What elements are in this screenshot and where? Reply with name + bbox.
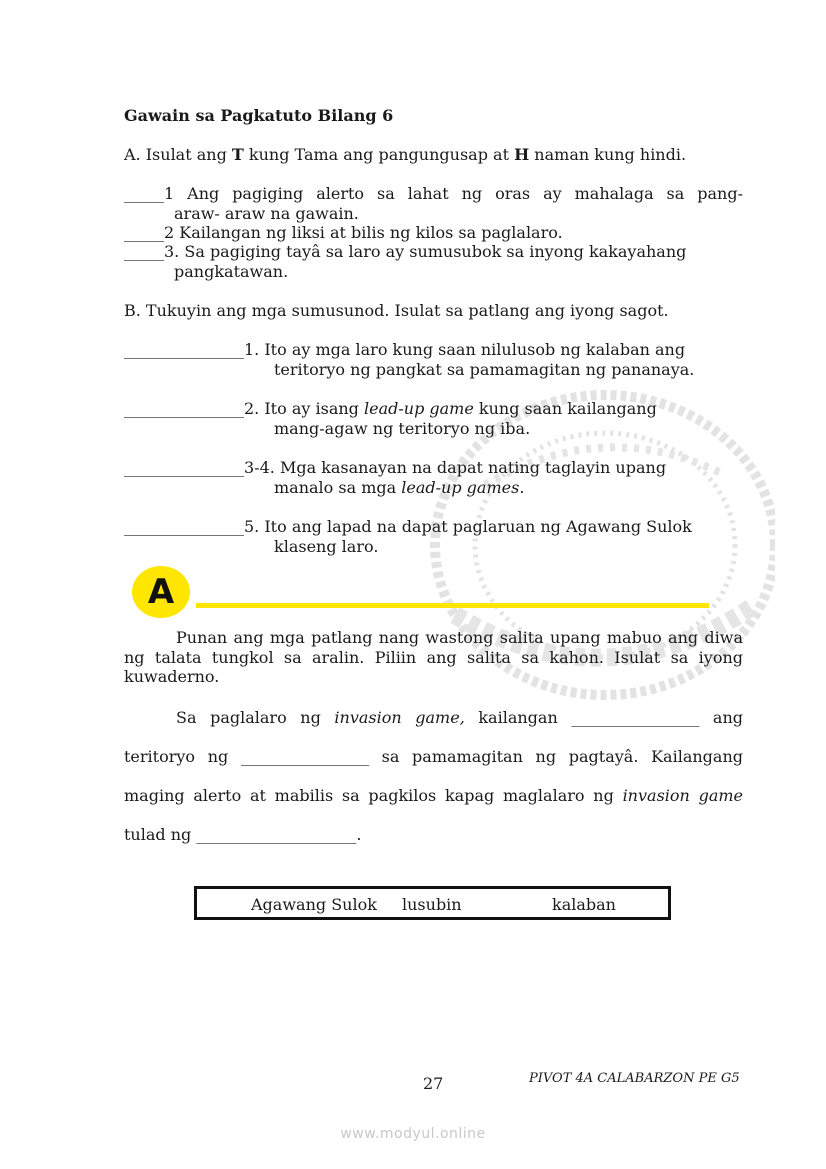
question-3-4: _______________3-4. Mga kasanayan na dapat nating taglayin upang <box>124 458 667 477</box>
question-2-cont: mang-agaw ng teritoryo ng iba. <box>274 419 531 438</box>
fill-line-4: tulad ng ____________________. <box>124 825 362 844</box>
section-a-instruction: A. Isulat ang T kung Tama ang pangungusap at H naman kung hindi. <box>124 145 687 164</box>
answer-blank: _______________ <box>124 458 244 477</box>
fill-blank-3: ____________________ <box>196 825 357 844</box>
question-5: _______________5. Ito ang lapad na dapat paglaruan ng Agawang Sulok <box>124 517 692 536</box>
module-label: PIVOT 4A CALABARZON PE G5 <box>529 1071 740 1086</box>
tf-item-1: _____1 Ang pagiging alerto sa lahat ng oras ay mahalaga sa pang- <box>124 184 743 203</box>
paragraph-line-3: kuwaderno. <box>124 667 220 686</box>
paragraph-line-1: Punan ang mga patlang nang wastong salita upang mabuo ang diwa <box>176 628 743 647</box>
answer-blank: _______________ <box>124 399 244 418</box>
tf-item-3-cont: pangkatawan. <box>174 262 289 281</box>
fill-line-2: teritoryo ng ________________ sa pamamagitan ng pagtayâ. Kailangang <box>124 747 744 766</box>
word-choice-box <box>194 886 671 920</box>
activity-title: Gawain sa Pagkatuto Bilang 6 <box>124 106 394 125</box>
answer-blank: _______________ <box>124 517 244 536</box>
answer-blank: _______________ <box>124 340 244 359</box>
fill-blank-2: ________________ <box>240 747 369 766</box>
fill-line-3: maging alerto at mabilis sa pagkilos kapag maglalaro ng invasion game <box>124 786 743 805</box>
section-divider-bar <box>196 603 709 608</box>
site-watermark: www.modyul.online <box>340 1126 486 1142</box>
question-1: _______________1. Ito ay mga laro kung saan nilulusob ng kalaban ang <box>124 340 686 359</box>
word-choice: kalaban <box>552 895 616 914</box>
tf-item-1-cont: araw- araw na gawain. <box>174 204 359 223</box>
word-choice: Agawang Sulok <box>251 895 377 914</box>
section-b-instruction: B. Tukuyin ang mga sumusunod. Isulat sa patlang ang iyong sagot. <box>124 301 669 320</box>
fill-line-1: Sa paglalaro ng invasion game, kailangan ________________ ang <box>176 708 744 727</box>
question-2: _______________2. Ito ay isang lead-up game kung saan kailangang <box>124 399 657 418</box>
paragraph-line-2: ng talata tungkol sa aralin. Piliin ang salita sa kahon. Isulat sa iyong <box>124 648 743 667</box>
fill-blank-1: ________________ <box>571 708 700 727</box>
word-choice: lusubin <box>402 895 462 914</box>
page-number: 27 <box>423 1074 444 1093</box>
section-a-badge: A <box>132 566 190 618</box>
question-5-cont: klaseng laro. <box>274 537 379 556</box>
tf-item-3: _____3. Sa pagiging tayâ sa laro ay sumusubok sa inyong kakayahang <box>124 242 687 261</box>
question-3-4-cont: manalo sa mga lead-up games. <box>274 478 525 497</box>
question-1-cont: teritoryo ng pangkat sa pamamagitan ng pananaya. <box>274 360 695 379</box>
tf-item-2: _____2 Kailangan ng liksi at bilis ng kilos sa paglalaro. <box>124 223 563 242</box>
